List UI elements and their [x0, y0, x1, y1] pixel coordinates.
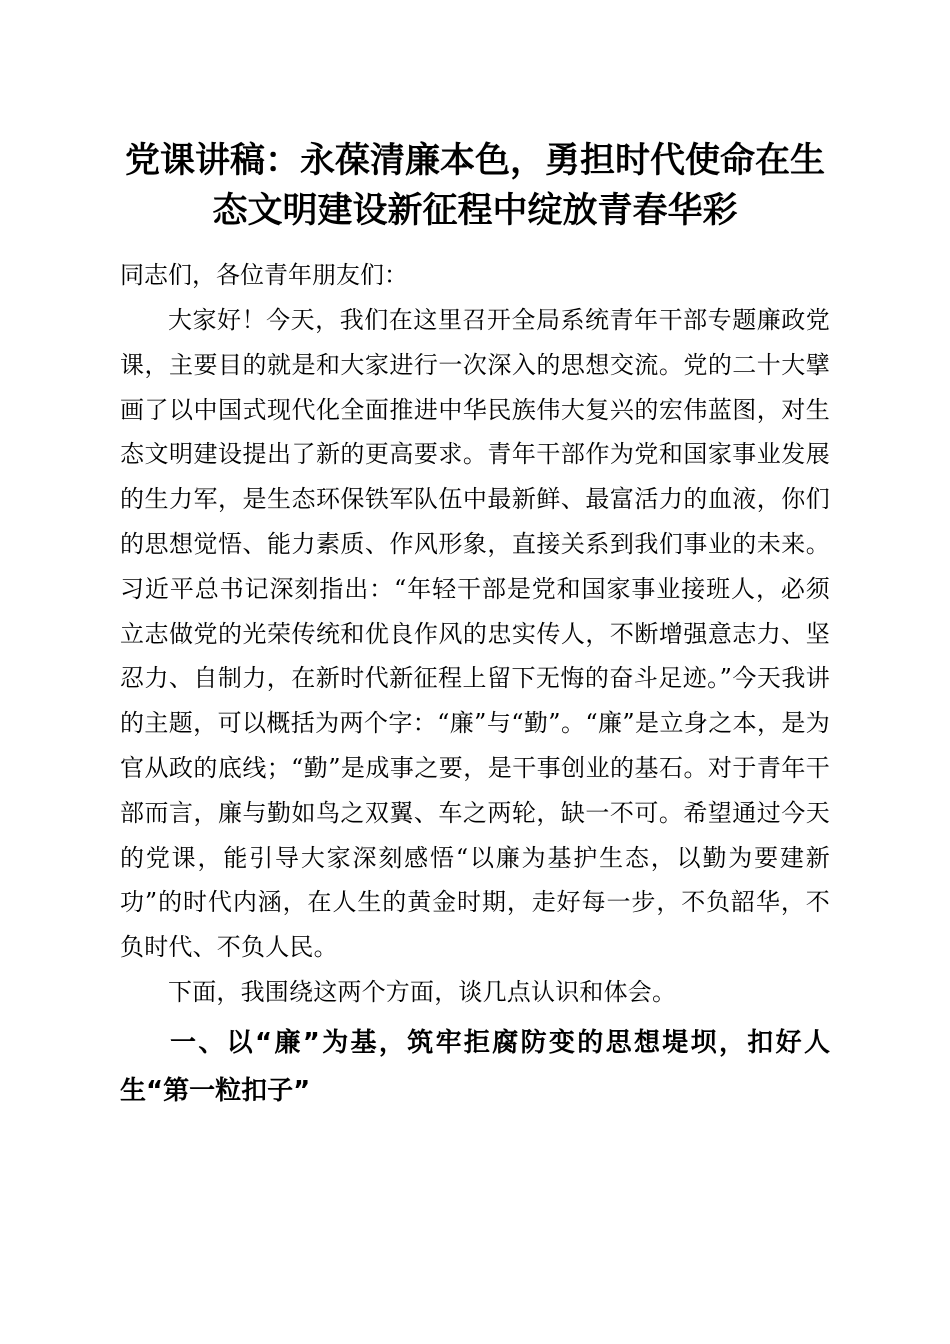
section-heading-1: 一、以“廉”为基，筑牢拒腐防变的思想堤坝，扣好人生“第一粒扣子”	[120, 1027, 830, 1106]
document-title: 党课讲稿：永葆清廉本色，勇担时代使命在生态文明建设新征程中绽放青春华彩	[124, 140, 825, 231]
paragraph-opening: 大家好！今天，我们在这里召开全局系统青年干部专题廉政党课，主要目的就是和大家进行一次深入的思想交流。党的二十大擘画了以中国式现代化全面推进中华民族伟大复兴的宏伟蓝图，对生态文明建设提出了新的更高要求。青年干部作为党和国家事业发展的生力军，是生态环保铁军队伍中最新鲜、最富活力的血液，你们的思想觉悟、能力素质、作风形象，直接关系到我们事业的未来。习近平总书记深刻指出：“年轻干部是党和国家事业接班人，必须立志做党的光荣传统和优良作风的忠实传人，不断增强意志力、坚忍力、自制力，在新时代新征程上留下无悔的奋斗足迹。”今天我讲的主题，可以概括为两个字：“廉”与“勤”。“廉”是立身之本，是为官从政的底线；“勤”是成事之要，是干事创业的基石。对于青年干部而言，廉与勤如鸟之双翼、车之两轮，缺一不可。希望通过今天的党课，能引导大家深刻感悟“以廉为基护生态，以勤为要建新功”的时代内涵，在人生的黄金时期，走好每一步，不负韶华，不负时代、不负人民。	[120, 306, 830, 962]
paragraph-transition: 下面，我围绕这两个方面，谈几点认识和体会。	[168, 977, 677, 1006]
salutation: 同志们，各位青年朋友们：	[120, 261, 408, 289]
document-body	[120, 253, 830, 1115]
